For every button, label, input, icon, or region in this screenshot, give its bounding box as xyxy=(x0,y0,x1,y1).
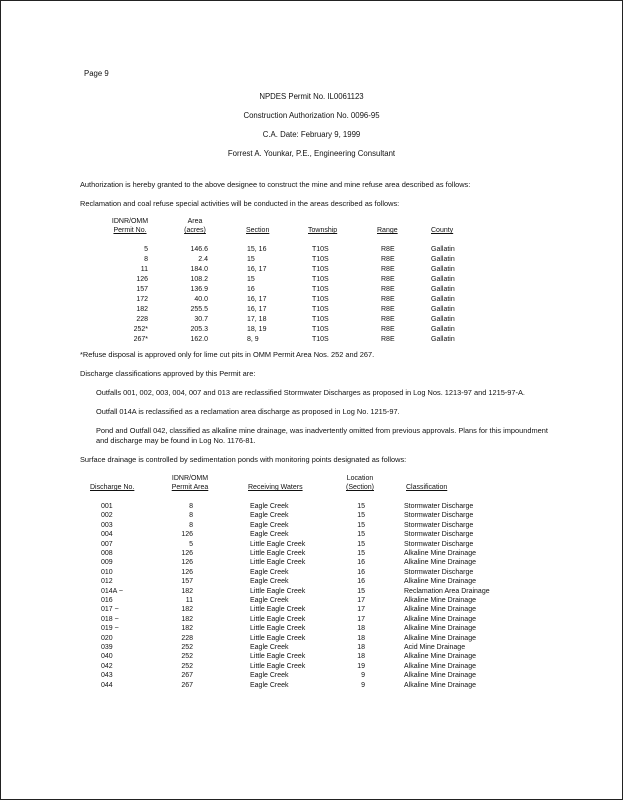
header-section: Section xyxy=(246,227,270,234)
discharge-cell-section: 19 xyxy=(357,662,365,670)
discharge-cell-no: 010 xyxy=(101,568,113,576)
permit-cell-permit: 172 xyxy=(136,296,148,303)
discharge-cell-section: 18 xyxy=(357,634,365,642)
discharge-cell-waters: Little Eagle Creek xyxy=(250,540,306,548)
discharge-cell-permit: 182 xyxy=(181,615,193,623)
permit-cell-township: T10S xyxy=(312,316,329,323)
discharge-cell-waters: Little Eagle Creek xyxy=(250,662,306,670)
engineering-consultant: Forrest A. Younkar, P.E., Engineering Consultant xyxy=(227,149,396,158)
discharge-cell-classification: Alkaline Mine Drainage xyxy=(404,606,476,614)
discharge-cell-no: 040 xyxy=(101,653,113,661)
discharge-cell-no: 004 xyxy=(101,531,113,539)
page-label: Page 9 xyxy=(84,69,109,78)
permit-cell-county: Gallatin xyxy=(431,316,455,323)
permit-cell-range: R8E xyxy=(381,316,395,323)
permit-cell-section: 16, 17 xyxy=(247,306,267,313)
header-permit-line2: Permit No. xyxy=(113,227,147,234)
discharge-cell-no: 007 xyxy=(101,540,113,548)
discharge-cell-section: 9 xyxy=(361,672,365,680)
header-permit-area-line1: IDNR/OMM xyxy=(171,475,209,482)
permit-cell-county: Gallatin xyxy=(431,286,455,293)
discharge-cell-permit: 267 xyxy=(181,672,193,680)
discharge-cell-permit: 228 xyxy=(181,634,193,642)
discharge-cell-permit: 8 xyxy=(189,503,193,510)
permit-cell-section: 15 xyxy=(247,256,255,263)
discharge-cell-section: 15 xyxy=(357,503,365,510)
discharge-cell-classification: Stormwater Discharge xyxy=(404,568,474,576)
permit-cell-area: 30.7 xyxy=(194,316,208,323)
discharge-cell-classification: Acid Mine Drainage xyxy=(404,644,466,651)
discharge-cell-no: 020 xyxy=(101,634,113,642)
permit-cell-county: Gallatin xyxy=(431,326,455,333)
header-location-line1: Location xyxy=(346,475,374,482)
discharge-cell-classification: Reclamation Area Drainage xyxy=(404,587,490,595)
discharge-cell-permit: 126 xyxy=(181,568,193,576)
permit-cell-township: T10S xyxy=(312,296,329,303)
discharge-cell-classification: Stormwater Discharge xyxy=(404,503,474,510)
discharge-cell-section: 15 xyxy=(357,540,365,548)
discharge-cell-no: 008 xyxy=(101,550,113,557)
permit-cell-county: Gallatin xyxy=(431,246,455,253)
permit-cell-permit: 182 xyxy=(136,306,148,313)
discharge-cell-classification: Alkaline Mine Drainage xyxy=(404,615,476,623)
discharge-cell-section: 16 xyxy=(357,568,365,576)
permit-cell-section: 16, 17 xyxy=(247,296,267,303)
discharge-cell-classification: Alkaline Mine Drainage xyxy=(404,578,476,586)
permit-cell-township: T10S xyxy=(312,306,329,313)
discharge-cell-classification: Alkaline Mine Drainage xyxy=(404,672,476,680)
discharge-cell-waters: Little Eagle Creek xyxy=(250,625,306,633)
refuse-note: *Refuse disposal is approved only for lime cut pits in OMM Permit Area Nos. 252 and 267. xyxy=(80,350,375,359)
discharge-cell-waters: Eagle Creek xyxy=(250,681,289,689)
permit-cell-permit: 252* xyxy=(133,326,148,333)
authorization-paragraph: Authorization is hereby granted to the above designee to construct the mine and mine refuse area described as follows: xyxy=(80,180,471,189)
discharge-cell-waters: Eagle Creek xyxy=(250,672,289,680)
discharge-cell-no: 002 xyxy=(101,512,113,520)
discharge-cell-permit: 126 xyxy=(181,559,193,567)
discharge-cell-no: 043 xyxy=(101,672,113,680)
permit-cell-section: 15 xyxy=(247,276,255,283)
permit-cell-permit: 11 xyxy=(140,266,148,273)
header-township: Township xyxy=(308,227,338,234)
discharge-cell-permit: 8 xyxy=(189,512,193,520)
discharge-cell-section: 18 xyxy=(357,653,365,661)
permit-cell-township: T10S xyxy=(312,336,329,343)
permit-cell-range: R8E xyxy=(381,246,395,253)
ca-date: C.A. Date: February 9, 1999 xyxy=(262,130,361,139)
discharge-cell-permit: 182 xyxy=(181,606,193,614)
construction-authorization: Construction Authorization No. 0096-95 xyxy=(243,111,380,120)
discharge-cell-section: 15 xyxy=(357,550,365,557)
permit-cell-section: 17, 18 xyxy=(247,316,267,323)
discharge-cell-section: 16 xyxy=(357,559,365,567)
header-permit-area-line2: Permit Area xyxy=(171,484,209,491)
permit-cell-township: T10S xyxy=(312,286,329,293)
permit-cell-area: 40.0 xyxy=(194,296,208,303)
header-range: Range xyxy=(377,227,398,234)
header-permit-line1: IDNR/OMM xyxy=(111,218,149,225)
discharge-note-3: Pond and Outfall 042, classified as alkaline mine drainage, was inadvertently omitted from previous approvals. Plans for this impoundment and discharge may be found in Log No. 1176-81. xyxy=(96,426,548,445)
discharge-cell-waters: Eagle Creek xyxy=(250,578,289,586)
permit-cell-county: Gallatin xyxy=(431,306,455,313)
header-county: County xyxy=(431,227,454,234)
discharge-cell-waters: Eagle Creek xyxy=(250,644,289,651)
discharge-cell-classification: Alkaline Mine Drainage xyxy=(404,625,476,633)
discharge-cell-permit: 252 xyxy=(181,644,193,651)
permit-cell-range: R8E xyxy=(381,296,395,303)
permit-cell-area: 205.3 xyxy=(190,326,208,333)
discharge-cell-section: 17 xyxy=(357,597,365,604)
discharge-cell-classification: Alkaline Mine Drainage xyxy=(404,597,476,604)
discharge-cell-permit: 8 xyxy=(189,521,193,529)
permit-cell-area: 162.0 xyxy=(190,336,208,343)
permit-cell-permit: 157 xyxy=(136,286,148,293)
permit-cell-permit: 228 xyxy=(136,316,148,323)
permit-cell-county: Gallatin xyxy=(431,276,455,283)
discharge-cell-classification: Alkaline Mine Drainage xyxy=(404,550,476,557)
header-area-line1: Area xyxy=(187,218,203,225)
discharge-cell-permit: 11 xyxy=(185,597,193,604)
discharge-note-2: Outfall 014A is reclassified as a reclamation area discharge as proposed in Log No. 1215-97. xyxy=(96,407,400,416)
discharge-cell-permit: 182 xyxy=(181,587,193,595)
discharge-cell-waters: Little Eagle Creek xyxy=(250,587,306,595)
discharge-cell-no: 016 xyxy=(101,597,113,604)
discharge-cell-classification: Stormwater Discharge xyxy=(404,521,474,529)
permit-cell-section: 18, 19 xyxy=(247,326,267,333)
discharge-cell-waters: Little Eagle Creek xyxy=(250,550,306,557)
discharge-cell-section: 15 xyxy=(357,512,365,520)
discharge-cell-no: 014A ~ xyxy=(101,587,123,595)
discharge-cell-classification: Alkaline Mine Drainage xyxy=(404,634,476,642)
discharge-cell-permit: 126 xyxy=(181,531,193,539)
discharge-note-1: Outfalls 001, 002, 003, 004, 007 and 013 are reclassified Stormwater Discharges as proposed in Log Nos. 1213-97 and 1215-97-A. xyxy=(96,388,525,397)
permit-cell-area: 255.5 xyxy=(190,306,208,313)
discharge-cell-section: 18 xyxy=(357,644,365,651)
discharge-cell-classification: Stormwater Discharge xyxy=(404,540,474,548)
permit-cell-area: 184.0 xyxy=(190,266,208,273)
permit-cell-county: Gallatin xyxy=(431,266,455,273)
header-classification: Classification xyxy=(406,484,448,491)
discharge-cell-section: 15 xyxy=(357,531,365,539)
discharge-cell-permit: 126 xyxy=(181,550,193,557)
permit-cell-area: 108.2 xyxy=(190,276,208,283)
discharge-cell-no: 001 xyxy=(101,503,113,510)
discharge-cell-section: 16 xyxy=(357,578,365,586)
discharge-cell-no: 017 ~ xyxy=(101,606,119,614)
discharge-cell-waters: Little Eagle Creek xyxy=(250,634,306,642)
header-location-line2: (Section) xyxy=(345,484,374,491)
discharge-cell-section: 17 xyxy=(357,606,365,614)
discharge-cell-no: 019 ~ xyxy=(101,625,119,633)
discharge-cell-waters: Little Eagle Creek xyxy=(250,606,306,614)
discharge-cell-no: 018 ~ xyxy=(101,615,119,623)
discharge-cell-section: 15 xyxy=(357,521,365,529)
discharge-cell-classification: Alkaline Mine Drainage xyxy=(404,559,476,567)
discharge-cell-classification: Alkaline Mine Drainage xyxy=(404,681,476,689)
discharge-cell-no: 044 xyxy=(101,681,113,689)
reclamation-paragraph: Reclamation and coal refuse special activities will be conducted in the areas described as follows: xyxy=(80,199,400,208)
discharge-cell-waters: Eagle Creek xyxy=(250,568,289,576)
permit-cell-township: T10S xyxy=(312,326,329,333)
permit-cell-township: T10S xyxy=(312,246,329,253)
discharge-cell-classification: Stormwater Discharge xyxy=(404,531,474,539)
surface-drainage-note: Surface drainage is controlled by sedimentation ponds with monitoring points designated as follows: xyxy=(80,455,407,464)
discharge-cell-section: 9 xyxy=(361,681,365,689)
discharge-cell-waters: Little Eagle Creek xyxy=(250,653,306,661)
discharge-cell-waters: Little Eagle Creek xyxy=(250,559,306,567)
discharge-cell-waters: Eagle Creek xyxy=(250,531,289,539)
discharge-cell-no: 012 xyxy=(101,578,113,586)
discharge-cell-classification: Alkaline Mine Drainage xyxy=(404,662,476,670)
discharge-cell-permit: 267 xyxy=(181,681,193,689)
discharge-cell-no: 042 xyxy=(101,662,113,670)
permit-cell-township: T10S xyxy=(312,266,329,273)
discharge-cell-no: 039 xyxy=(101,644,113,651)
permit-cell-permit: 8 xyxy=(144,256,148,263)
permit-cell-range: R8E xyxy=(381,286,395,293)
header-area-line2: (acres) xyxy=(184,227,206,234)
discharge-cell-waters: Eagle Creek xyxy=(250,597,289,604)
discharge-cell-section: 18 xyxy=(357,625,365,633)
discharge-cell-permit: 252 xyxy=(181,653,193,661)
permit-cell-county: Gallatin xyxy=(431,296,455,303)
permit-cell-section: 16, 17 xyxy=(247,266,267,273)
permit-cell-range: R8E xyxy=(381,276,395,283)
discharge-cell-no: 003 xyxy=(101,521,113,529)
discharge-cell-permit: 182 xyxy=(181,625,193,633)
discharge-cell-no: 009 xyxy=(101,559,113,567)
permit-cell-area: 136.9 xyxy=(190,286,208,293)
header-receiving-waters: Receiving Waters xyxy=(248,484,303,491)
permit-cell-area: 2.4 xyxy=(198,256,208,263)
discharge-cell-section: 15 xyxy=(357,587,365,595)
permit-cell-township: T10S xyxy=(312,256,329,263)
permit-cell-county: Gallatin xyxy=(431,256,455,263)
permit-cell-township: T10S xyxy=(312,276,329,283)
discharge-cell-permit: 157 xyxy=(181,578,193,586)
permit-cell-range: R8E xyxy=(381,306,395,313)
permit-cell-range: R8E xyxy=(381,256,395,263)
permit-cell-permit: 126 xyxy=(136,276,148,283)
discharge-cell-waters: Eagle Creek xyxy=(250,503,289,510)
permit-cell-permit: 5 xyxy=(144,246,148,253)
permit-cell-permit: 267* xyxy=(133,336,148,343)
permit-cell-range: R8E xyxy=(381,336,395,343)
header-discharge-no: Discharge No. xyxy=(90,484,135,491)
discharge-cell-permit: 252 xyxy=(181,662,193,670)
permit-cell-range: R8E xyxy=(381,326,395,333)
discharge-cell-section: 17 xyxy=(357,615,365,623)
permit-cell-range: R8E xyxy=(381,266,395,273)
discharge-cell-waters: Little Eagle Creek xyxy=(250,615,306,623)
discharge-cell-permit: 5 xyxy=(189,540,193,548)
permit-cell-section: 15, 16 xyxy=(247,246,267,253)
permit-cell-area: 146.6 xyxy=(190,246,208,253)
discharge-cell-waters: Eagle Creek xyxy=(250,521,289,529)
discharge-cell-classification: Alkaline Mine Drainage xyxy=(404,653,476,661)
discharge-cell-waters: Eagle Creek xyxy=(250,512,289,520)
permit-cell-county: Gallatin xyxy=(431,336,455,343)
discharge-intro: Discharge classifications approved by this Permit are: xyxy=(80,369,256,378)
permit-cell-section: 8, 9 xyxy=(247,336,259,343)
permit-cell-section: 16 xyxy=(247,286,255,293)
discharge-cell-classification: Stormwater Discharge xyxy=(404,512,474,520)
permit-number: NPDES Permit No. IL0061123 xyxy=(259,92,364,101)
